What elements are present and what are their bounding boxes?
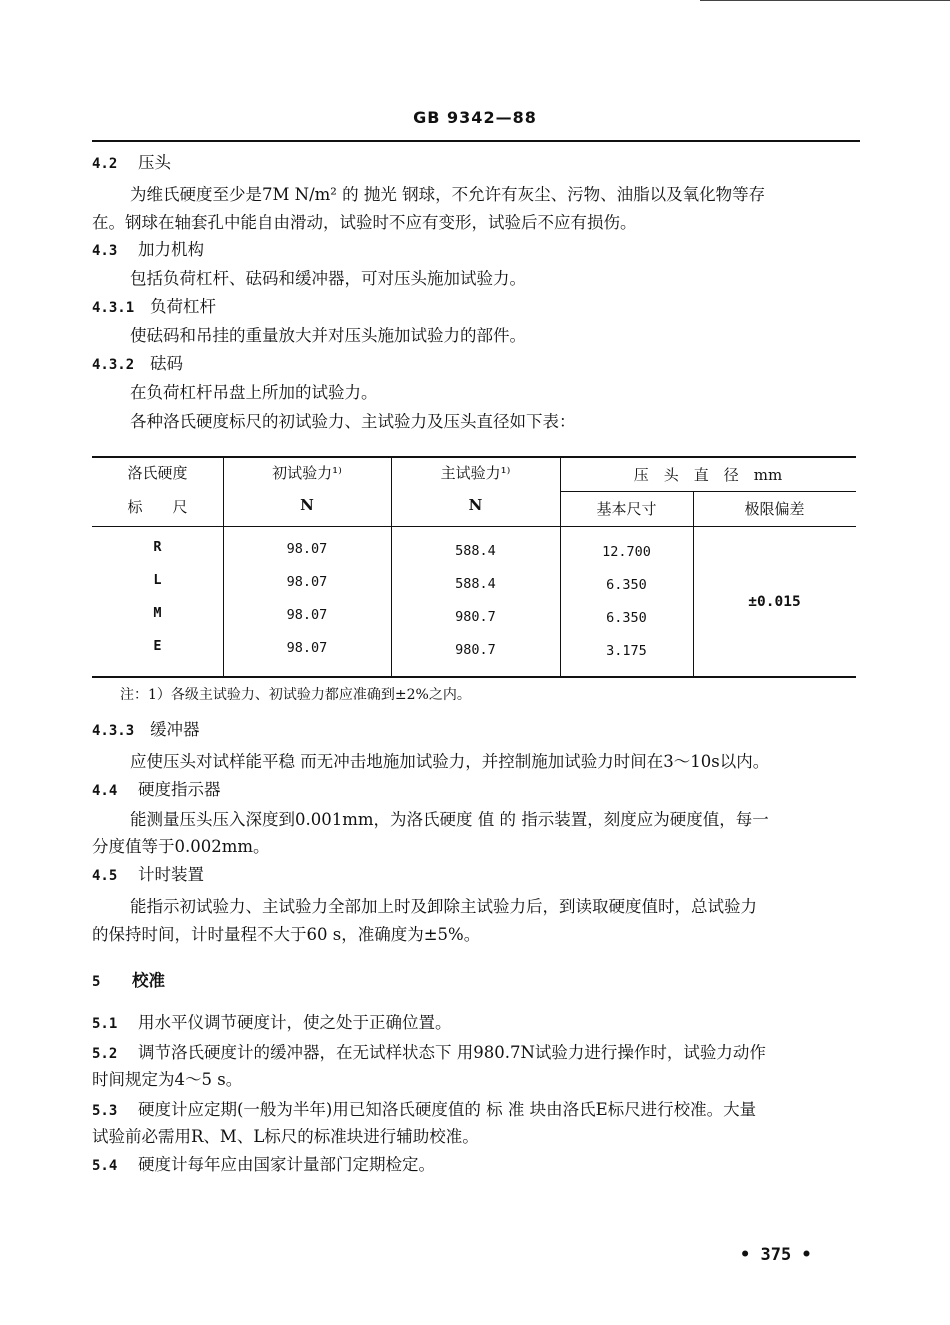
header-main-force: 主试验力¹⁾ bbox=[440, 464, 511, 482]
paragraph-line: 分度值等于0.002mm。 bbox=[92, 837, 270, 856]
table-subheader-rule bbox=[560, 491, 856, 492]
paragraph-line: 能指示初试验力、主试验力全部加上时及卸除主试验力后，到读取硬度值时，总试验力 bbox=[130, 897, 757, 916]
header-initial-force: 初试验力¹⁾ bbox=[272, 464, 342, 482]
cell-initial: 98.07 bbox=[286, 607, 328, 623]
section-number: 5 bbox=[92, 974, 101, 990]
paragraph-line: 能测量压头压入深度到0.001mm，为洛氏硬度 值 的 指示装置，刻度应为硬度值，每一 bbox=[130, 810, 769, 829]
section-4-3-heading bbox=[92, 239, 867, 262]
cell-main: 588.4 bbox=[455, 576, 496, 592]
section-number: 4.4 bbox=[92, 783, 118, 799]
cell-scale: R bbox=[153, 539, 162, 555]
paragraph-text: 用水平仪调节硬度计，使之处于正确位置。 bbox=[138, 1013, 452, 1032]
paragraph-text: 硬度计应定期(一般为半年)用已知洛氏硬度值的 标 准 块由洛氏E标尺进行校准。大量 bbox=[138, 1100, 757, 1119]
section-4-3-3-heading bbox=[92, 719, 867, 742]
cell-main: 980.7 bbox=[455, 642, 496, 658]
table-footnote: 注：1）各级主试验力、初试验力都应准确到±2%之内。 bbox=[120, 687, 471, 703]
section-title: 校准 bbox=[132, 971, 165, 990]
table-header-rule bbox=[92, 526, 856, 527]
section-number: 5.2 bbox=[92, 1046, 118, 1062]
section-title: 砝码 bbox=[150, 354, 183, 373]
header-rule bbox=[92, 140, 860, 142]
table-bottom-rule bbox=[92, 676, 856, 678]
cell-tolerance: ±0.015 bbox=[748, 594, 801, 610]
cell-scale: L bbox=[153, 572, 162, 588]
cell-initial: 98.07 bbox=[286, 574, 328, 590]
section-number: 5.3 bbox=[92, 1103, 118, 1119]
section-number: 4.3.3 bbox=[92, 723, 135, 739]
header-diameter: 压 头 直 径 mm bbox=[633, 466, 783, 484]
section-5-4 bbox=[92, 1154, 867, 1177]
header-scale-2: 标 尺 bbox=[127, 498, 188, 516]
cell-main: 980.7 bbox=[455, 609, 496, 625]
paragraph-text: 调节洛氏硬度计的缓冲器，在无试样状态下 用980.7N试验力进行操作时，试验力动作 bbox=[138, 1043, 766, 1062]
section-4-3-1-heading bbox=[92, 296, 867, 319]
paragraph-line: 为维氏硬度至少是7M N/m² 的 抛光 钢球，不允许有灰尘、污物、油脂以及氧化物等存 bbox=[130, 185, 766, 204]
table-top-rule bbox=[92, 456, 856, 458]
cell-initial: 98.07 bbox=[286, 640, 328, 656]
paragraph-line: 在。钢球在轴套孔中能自由滑动，试验时不应有变形，试验后不应有损伤。 bbox=[92, 213, 637, 232]
paragraph-line: 各种洛氏硬度标尺的初试验力、主试验力及压头直径如下表： bbox=[130, 412, 576, 431]
section-title: 硬度指示器 bbox=[138, 780, 221, 799]
section-title: 压头 bbox=[138, 153, 171, 172]
section-number: 5.1 bbox=[92, 1016, 118, 1032]
section-4-2-heading bbox=[92, 152, 867, 175]
header-scale: 洛氏硬度 bbox=[127, 464, 188, 482]
paragraph-line: 包括负荷杠杆、砝码和缓冲器，可对压头施加试验力。 bbox=[130, 269, 526, 288]
section-4-4-heading bbox=[92, 779, 867, 802]
cell-basic: 3.175 bbox=[606, 643, 647, 659]
section-title: 负荷杠杆 bbox=[150, 297, 216, 316]
cell-basic: 6.350 bbox=[606, 577, 647, 593]
section-4-3-2-heading bbox=[92, 353, 867, 376]
paragraph-line: 使砝码和吊挂的重量放大并对压头施加试验力的部件。 bbox=[130, 326, 526, 345]
cell-main: 588.4 bbox=[455, 543, 496, 559]
header-tolerance: 极限偏差 bbox=[744, 500, 805, 518]
section-title: 加力机构 bbox=[138, 240, 204, 259]
section-number: 4.2 bbox=[92, 156, 118, 172]
header-initial-unit: N bbox=[300, 496, 314, 514]
paragraph-line: 应使压头对试样能平稳 而无冲击地施加试验力，并控制施加试验力时间在3～10s以内。 bbox=[130, 752, 770, 771]
cell-basic: 6.350 bbox=[606, 610, 647, 626]
section-number: 5.4 bbox=[92, 1158, 118, 1174]
paragraph-line: 在负荷杠杆吊盘上所加的试验力。 bbox=[130, 383, 378, 402]
paragraph-text: 硬度计每年应由国家计量部门定期检定。 bbox=[138, 1155, 435, 1174]
cell-basic: 12.700 bbox=[602, 544, 651, 560]
section-5-heading bbox=[92, 970, 867, 993]
section-title: 计时装置 bbox=[138, 865, 204, 884]
cell-scale: M bbox=[153, 605, 162, 621]
section-number: 4.3 bbox=[92, 243, 118, 259]
section-number: 4.3.2 bbox=[92, 357, 135, 373]
section-5-3 bbox=[92, 1099, 867, 1122]
section-5-1 bbox=[92, 1012, 867, 1035]
cell-initial: 98.07 bbox=[286, 541, 328, 557]
document-header: GB 9342—88 bbox=[413, 108, 537, 127]
header-basic-size: 基本尺寸 bbox=[596, 500, 657, 518]
paragraph-line: 试验前必需用R、M、L标尺的标准块进行辅助校准。 bbox=[92, 1127, 479, 1146]
section-5-2 bbox=[92, 1042, 867, 1065]
cell-scale: E bbox=[153, 638, 162, 654]
paragraph-line: 时间规定为4～5 s。 bbox=[92, 1070, 243, 1089]
header-main-unit: N bbox=[468, 496, 483, 514]
page-number: • 375 • bbox=[740, 1245, 812, 1265]
section-number: 4.3.1 bbox=[92, 300, 135, 316]
section-number: 4.5 bbox=[92, 868, 118, 884]
section-title: 缓冲器 bbox=[150, 720, 200, 739]
paragraph-line: 的保持时间，计时量程不大于60 s，准确度为±5%。 bbox=[92, 925, 481, 944]
section-4-5-heading bbox=[92, 864, 867, 887]
top-edge-line bbox=[700, 0, 950, 1]
